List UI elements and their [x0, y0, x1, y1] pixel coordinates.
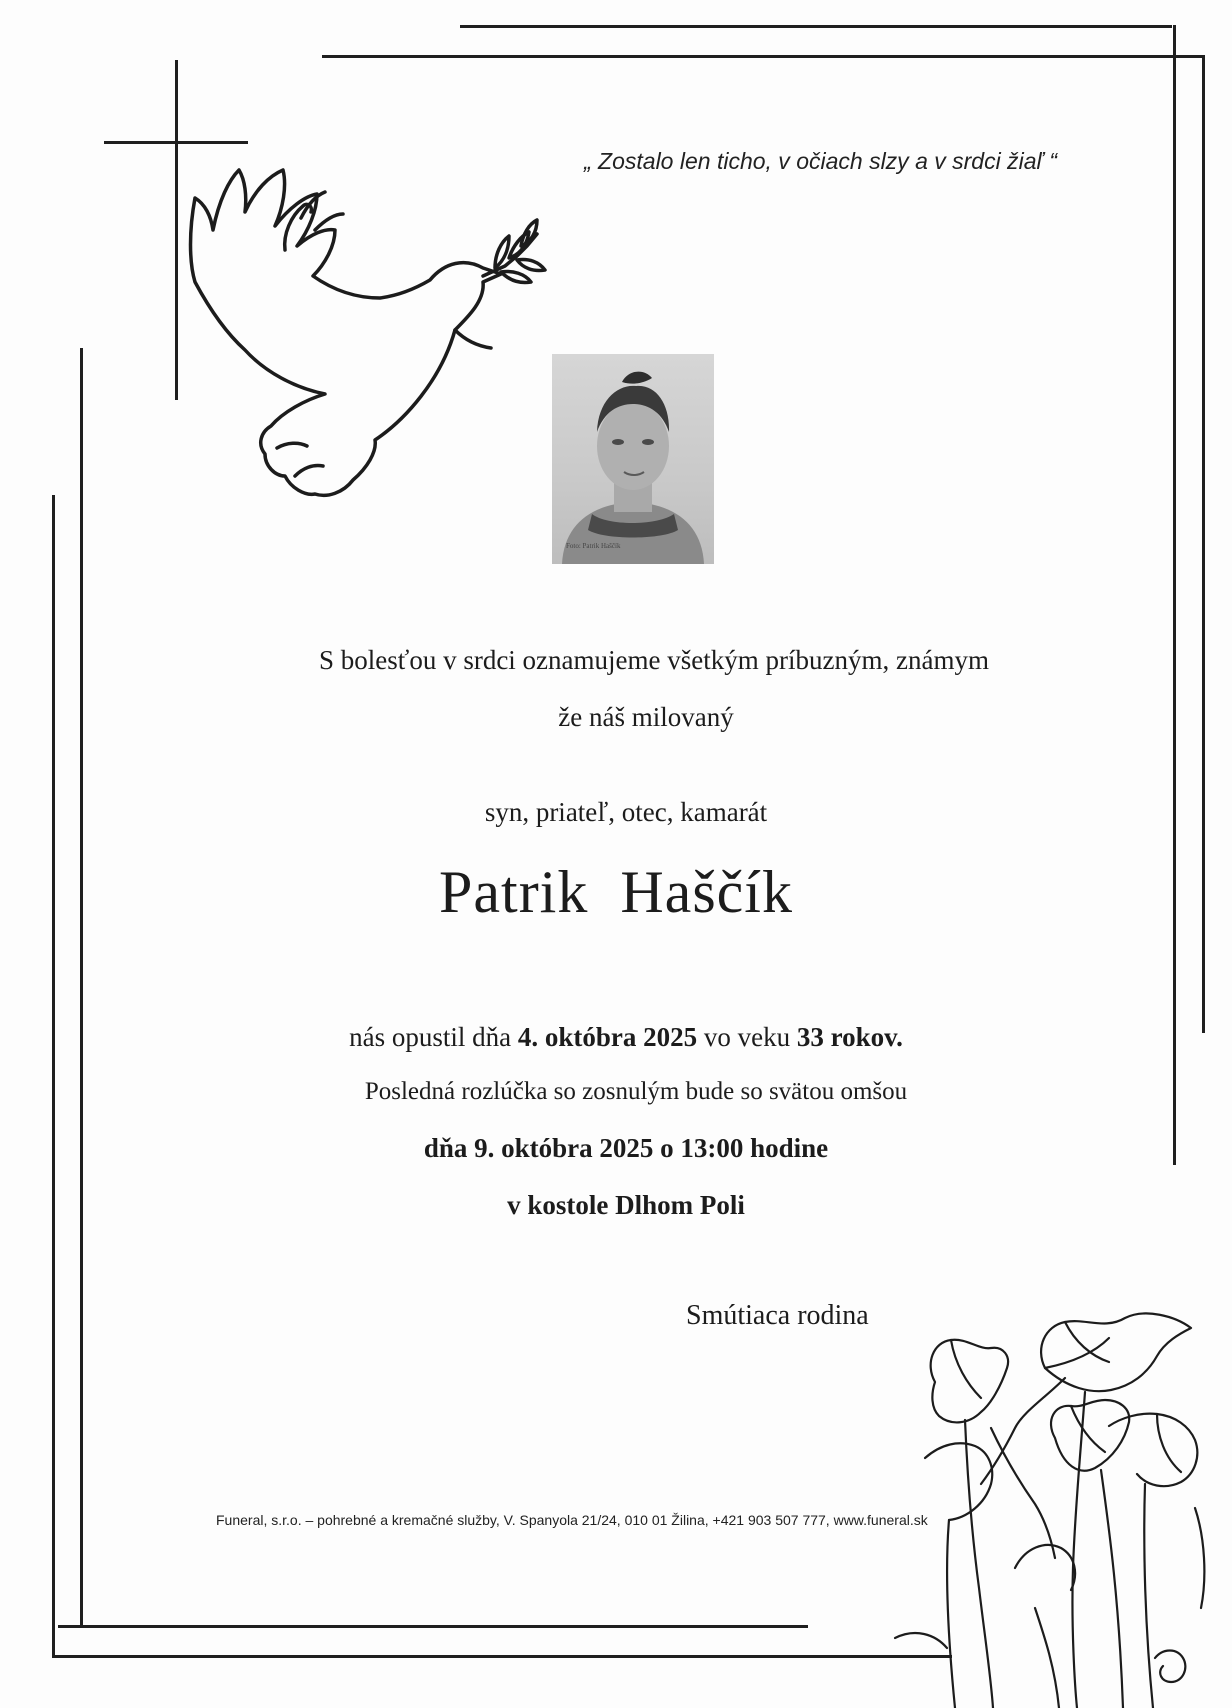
funeral-service-footer: Funeral, s.r.o. – pohrebné a kremačné služby, V. Spanyola 21/24, 010 01 Žilina, +421 903 507 777, www.funeral.sk [216, 1512, 928, 1528]
frame-top-inner [322, 55, 1202, 58]
announcement-line1: S bolesťou v srdci oznamujeme všetkým príbuzným, známym [319, 645, 989, 675]
frame-left-inner [80, 348, 83, 1626]
photo-caption: Foto: Patrik Haščík [566, 542, 621, 550]
death-date: 4. októbra 2025 [517, 1022, 698, 1052]
signature-text: Smútiaca rodina [686, 1300, 869, 1331]
calla-lily-icon [895, 1308, 1225, 1708]
farewell-intro: Posledná rozlúčka so zosnulým bude so svätou omšou [364, 1078, 908, 1105]
announcement-line2: že náš milovaný [558, 702, 734, 732]
frame-bottom-outer [52, 1655, 952, 1658]
death-age: 33 rokov. [796, 1022, 903, 1052]
death-middle: vo veku [697, 1022, 797, 1052]
cross-icon-horizontal [104, 141, 248, 144]
dove-icon [165, 150, 545, 510]
frame-right-inner [1173, 25, 1176, 1165]
death-prefix: nás opustil dňa [349, 1022, 518, 1052]
relations-text: syn, priateľ, otec, kamarát [484, 797, 768, 827]
frame-bottom-inner [58, 1625, 808, 1628]
death-line [0, 1022, 1232, 1053]
portrait-photo [552, 354, 714, 564]
frame-top-outer [460, 25, 1172, 28]
quote-text: „ Zostalo len ticho, v očiach slzy a v srdci žiaľ “ [584, 148, 1058, 174]
farewell-date: dňa 9. októbra 2025 o 13:00 hodine [423, 1133, 829, 1163]
farewell-place: v kostole Dlhom Poli [507, 1190, 745, 1220]
portrait-figure [552, 354, 714, 564]
deceased-name: Patrik Haščík [439, 859, 793, 925]
